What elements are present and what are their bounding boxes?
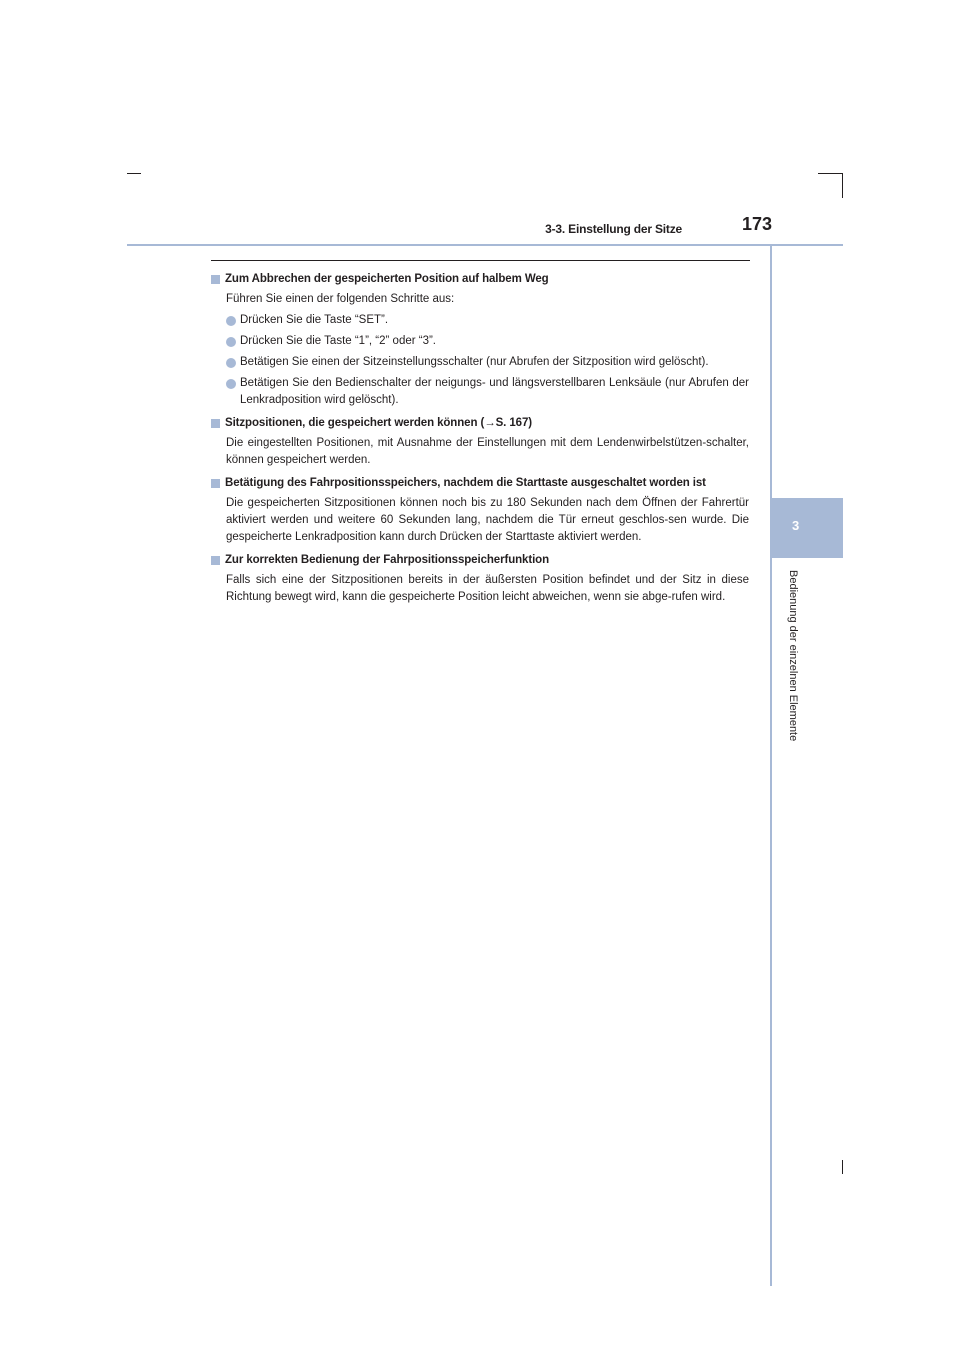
chapter-number: 3: [792, 518, 800, 533]
section-title-text: Zur korrekten Bedienung der Fahrpositionsspeicherfunktion: [225, 554, 550, 566]
square-bullet-icon: [211, 275, 220, 284]
section-title: [211, 475, 749, 492]
list-item-text: Betätigen Sie den Bedienschalter der neigungs- und längsverstellbaren Lenksäule (nur Abrufen der Lenkradposition wird gelöscht).: [240, 377, 749, 406]
page-number: 173: [742, 214, 773, 234]
crop-mark-top-right-v: [842, 173, 843, 198]
page-content: [211, 270, 749, 610]
square-bullet-icon: [211, 479, 220, 488]
header-rule: [127, 244, 843, 246]
circle-bullet-icon: [226, 337, 236, 347]
section-storable-positions: [211, 415, 749, 469]
section-title: [211, 415, 749, 432]
section-title: [211, 271, 749, 288]
section-body: Falls sich eine der Sitzpositionen bereits in der äußersten Position befindet und der Sitz in diese Richtung bewegt wird, kann die gespeicherte Position leicht abweichen, wenn sie abge-rufen wird.: [226, 574, 749, 603]
crop-mark-top-left: [127, 173, 141, 174]
circle-bullet-icon: [226, 358, 236, 368]
chapter-tab: [772, 498, 843, 558]
square-bullet-icon: [211, 556, 220, 565]
section-title-text: Sitzpositionen, die gespeichert werden können (→S. 167): [225, 417, 532, 429]
section-body: Die eingestellten Positionen, mit Ausnahme der Einstellungen mit dem Lendenwirbelstützen-schalter, können gespeichert werden.: [226, 437, 749, 466]
list-item: [226, 312, 749, 329]
crop-mark-bottom-right: [842, 1160, 843, 1174]
running-header: 3-3. Einstellung der Sitze: [545, 222, 682, 236]
list-item: [226, 375, 749, 409]
section-body: Die gespeicherten Sitzpositionen können noch bis zu 180 Sekunden nach dem Öffnen der Fahrertür aktiviert werden und weitere 60 Sekunden lang, nachdem die Tür erneut geschlos-sen wurde. Die gespeicherte Lenkradposition kann durch Drücken der Starttaste aktiviert werden.: [226, 497, 749, 543]
side-tab-line: [770, 246, 772, 1286]
content-top-rule: [211, 260, 750, 261]
list-item: [226, 354, 749, 371]
circle-bullet-icon: [226, 379, 236, 389]
list-item-text: Drücken Sie die Taste “SET”.: [240, 314, 389, 326]
section-cancel-midway: [211, 271, 749, 409]
list-item-text: Drücken Sie die Taste “1”, “2” oder “3”.: [240, 335, 437, 347]
list-item: [226, 333, 749, 350]
crop-mark-top-right-h: [818, 173, 843, 174]
list-item-text: Betätigen Sie einen der Sitzeinstellungsschalter (nur Abrufen der Sitzposition wird gelöscht).: [240, 356, 709, 368]
section-intro: Führen Sie einen der folgenden Schritte aus:: [226, 293, 455, 305]
chapter-title: Bedienung der einzelnen Elemente: [787, 570, 799, 742]
square-bullet-icon: [211, 419, 220, 428]
section-correct-operation: [211, 552, 749, 606]
circle-bullet-icon: [226, 316, 236, 326]
section-after-start-off: [211, 475, 749, 546]
section-title-text: Betätigung des Fahrpositionsspeichers, nachdem die Starttaste ausgeschaltet worden ist: [225, 477, 706, 489]
section-title: [211, 552, 749, 569]
section-title-text: Zum Abbrechen der gespeicherten Position auf halbem Weg: [225, 273, 549, 285]
